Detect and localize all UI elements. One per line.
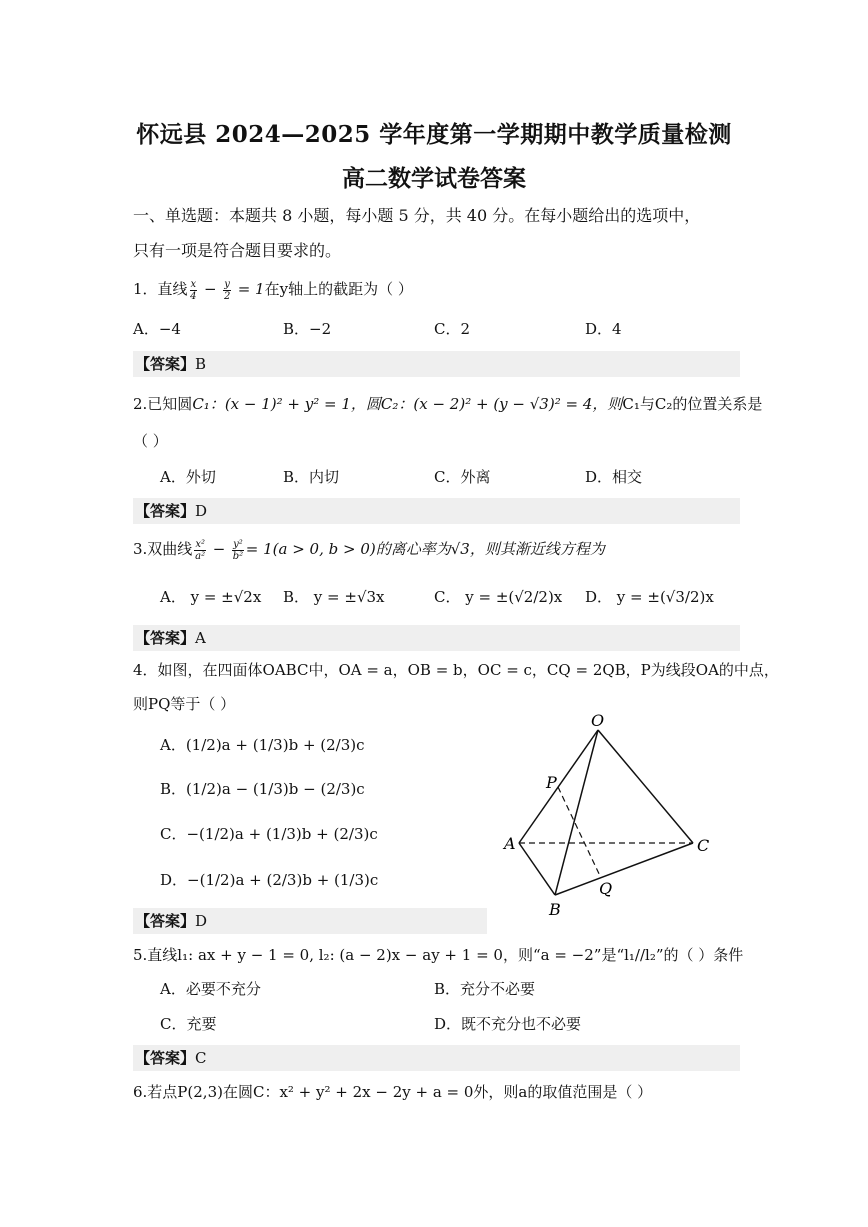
question-1-prefix: 1．直线 [133, 280, 188, 298]
q4-answer [133, 908, 487, 934]
edge-ob [555, 730, 598, 895]
q5-option-a: A．必要不充分 [160, 980, 261, 998]
fraction-x2-over-a2: $\frac{\text{x²}}{\text{a²}}$ [195, 538, 206, 562]
label-p: P [546, 773, 557, 792]
answer-label: 【答案】 [135, 355, 196, 373]
question-1-suffix: 在y轴上的截距为（ ） [264, 280, 413, 298]
question-3: 3.双曲线 $\frac{\text{x²}}{\text{a²}}$ − $\frac{\text{y²}}{\text{b²}}$ = 1(a > 0, b > 0)的离心率为√3，则其渐近线方程为 [133, 538, 605, 562]
edge-bc [555, 843, 693, 895]
q4-answer-value: D [195, 912, 208, 930]
q2-option-d: D．相交 [585, 468, 643, 486]
q3-option-b: B． y = ±√3x [283, 588, 385, 606]
q5-option-c: C．充要 [160, 1015, 217, 1033]
q3-option-c: C． y = ±(√2/2)x [434, 588, 563, 606]
q4-option-c: C．−(1/2)a + (1/3)b + (2/3)c [160, 825, 378, 843]
circle-c2-equation: (x − 2)² + (y − √3)² = 4，则 [413, 395, 623, 413]
circle-c2-name: C₂： [380, 395, 414, 413]
q1-option-a: A．−4 [133, 320, 181, 338]
q2-answer-value: D [195, 502, 208, 520]
q2-option-b: B．内切 [283, 468, 340, 486]
question-3-suffix: = 1(a > 0, b > 0)的离心率为√3，则其渐近线方程为 [245, 540, 605, 558]
label-q: Q [599, 879, 613, 898]
question-6-line1: 6.若点P(2,3)在圆C：x² + y² + 2x − 2y + a = 0外，则a的取值范围是（ ） [133, 1083, 653, 1101]
q1-answer-value: B [195, 355, 207, 373]
fraction-y2-over-b2: $\frac{\text{y²}}{\text{b²}}$ [232, 538, 244, 562]
question-3-prefix: 3.双曲线 [133, 540, 193, 558]
q1-option-b: B．−2 [283, 320, 332, 338]
document-subtitle: 高二数学试卷答案 [342, 165, 526, 192]
question-4-line1: 4．如图，在四面体OABC中，OA = a，OB = b，OC = c，CQ = 2QB，P为线段OA的中点， [133, 661, 779, 679]
answer-label: 【答案】 [135, 502, 196, 520]
q1-answer [133, 351, 740, 377]
answer-label: 【答案】 [135, 912, 196, 930]
label-b: B [549, 900, 561, 919]
question-2-suffix: C₁与C₂的位置关系是 [622, 395, 763, 413]
q5-answer-value: C [195, 1049, 207, 1067]
question-2-prefix: 2.已知圆 [133, 395, 193, 413]
label-a: A [504, 834, 516, 853]
q4-option-a: A．(1/2)a + (1/3)b + (2/3)c [160, 736, 365, 754]
q5-option-d: D．既不充分也不必要 [434, 1015, 582, 1033]
q4-option-d: D．−(1/2)a + (2/3)b + (1/3)c [160, 871, 379, 889]
tetrahedron-figure [495, 712, 720, 922]
q3-answer [133, 625, 740, 651]
answer-label: 【答案】 [135, 629, 196, 647]
edge-ab [519, 843, 555, 895]
answer-label: 【答案】 [135, 1049, 196, 1067]
circle-c1-name: C₁： [192, 395, 225, 413]
question-1: 1．直线 $\frac{x}{4}$ − $\frac{y}{2}$ = 1在y轴上的截距为（ ） [133, 278, 413, 302]
q1-option-c: C．2 [434, 320, 471, 338]
question-2-line2: （ ） [133, 432, 168, 450]
label-c: C [697, 836, 710, 855]
q3-answer-value: A [195, 629, 206, 647]
question-2 [133, 393, 762, 414]
fraction-x-over-4: $\frac{x}{4}$ [190, 278, 197, 302]
question-4-line2: 则PQ等于（ ） [133, 695, 236, 713]
section-header-line2: 只有一项是符合题目要求的。 [133, 241, 342, 260]
fraction-y-over-2: $\frac{y}{2}$ [223, 278, 231, 302]
section-header-line1: 一、单选题：本题共 8 小题，每小题 5 分，共 40 分。在每小题给出的选项中， [133, 206, 701, 225]
edge-oc [598, 730, 693, 843]
q2-option-a: A．外切 [160, 468, 216, 486]
q4-option-b: B．(1/2)a − (1/3)b − (2/3)c [160, 780, 365, 798]
document-title: 怀远县 2024—2025 学年度第一学期期中教学质量检测 [136, 121, 732, 148]
question-5-line1: 5.直线l₁: ax + y − 1 = 0, l₂: (a − 2)x − ay + 1 = 0，则“a = −2”是“l₁//l₂”的（ ）条件 [133, 946, 744, 964]
q5-answer [133, 1045, 740, 1071]
q2-answer [133, 498, 740, 524]
q3-option-d: D． y = ±(√3/2)x [585, 588, 714, 606]
circle-c1-equation: (x − 1)² + y² = 1，圆 [224, 395, 381, 413]
edge-oa [519, 730, 598, 843]
label-o: O [591, 712, 605, 730]
q5-option-b: B．充分不必要 [434, 980, 536, 998]
q1-option-d: D．4 [585, 320, 622, 338]
q3-option-a: A． y = ±√2x [160, 588, 262, 606]
q2-option-c: C．外离 [434, 468, 491, 486]
